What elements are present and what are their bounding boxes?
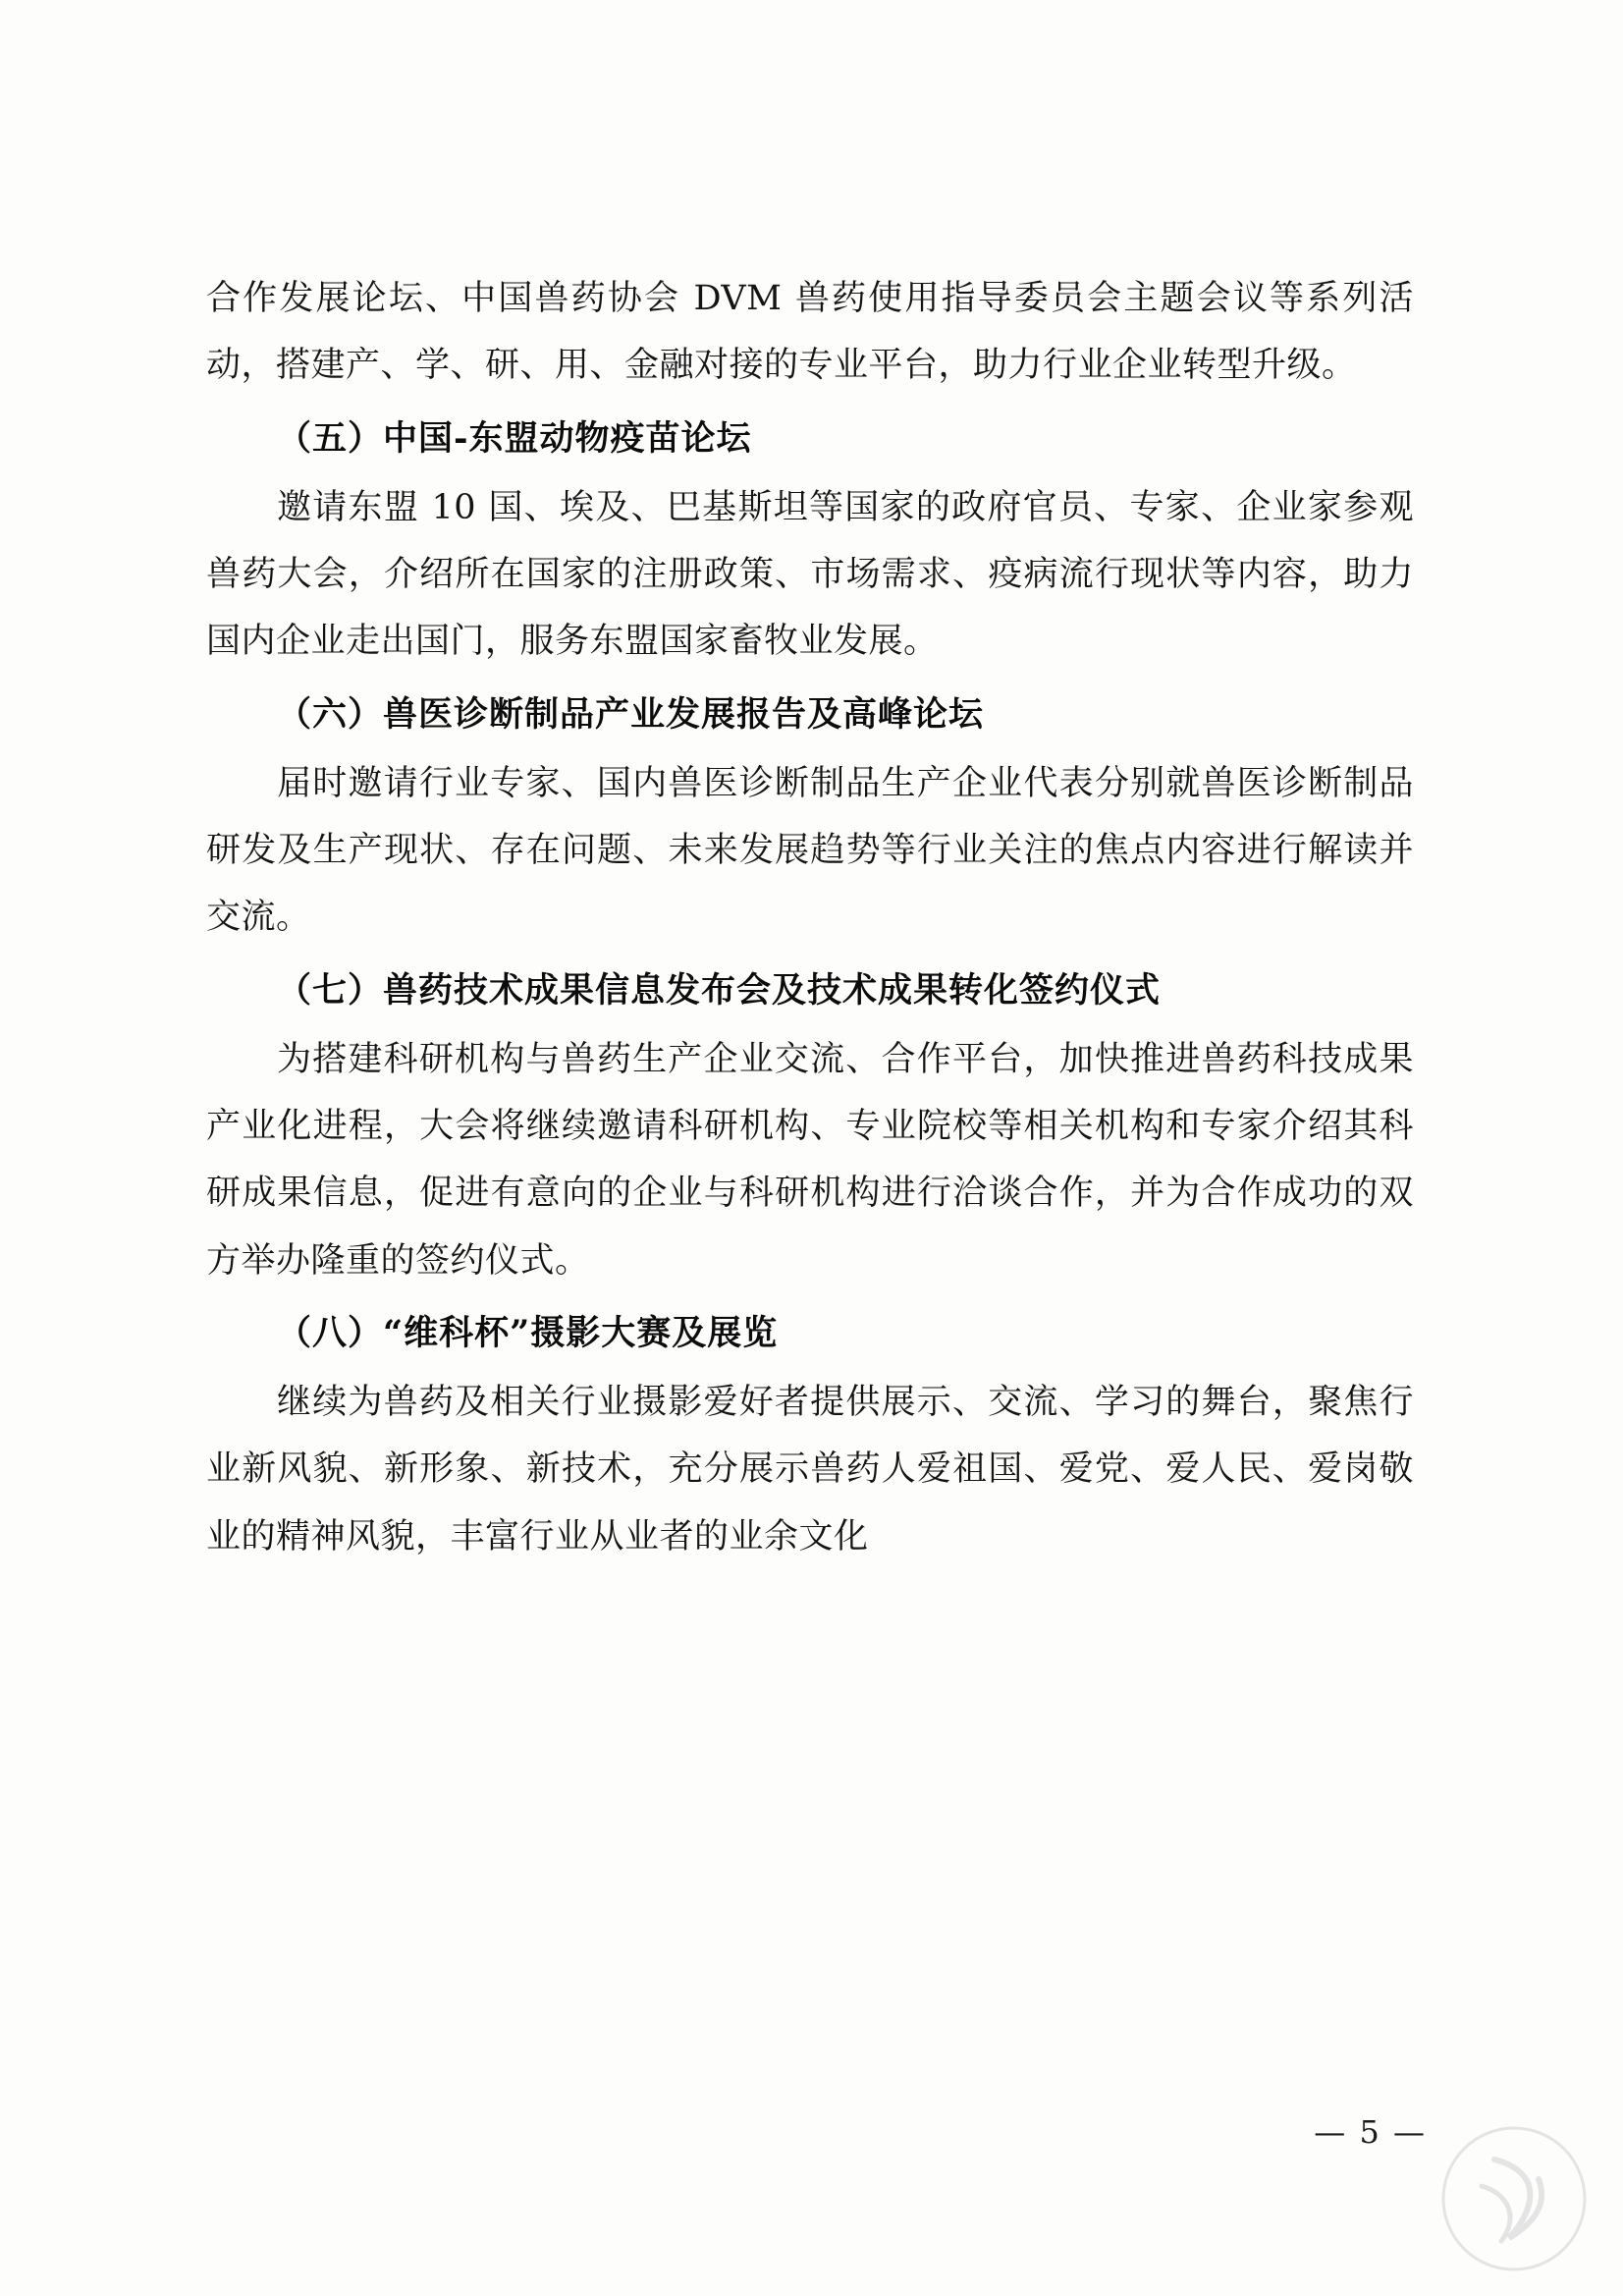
paragraph: 合作发展论坛、中国兽药协会 DVM 兽药使用指导委员会主题会议等系列活动，搭建产、学、研、用、金融对接的专业平台，助力行业企业转型升级。 bbox=[206, 279, 1414, 386]
section-heading: （八）“维科杯”摄影大赛及展览 bbox=[277, 1312, 779, 1353]
paragraph: 继续为兽药及相关行业摄影爱好者提供展示、交流、学习的舞台，聚焦行业新风貌、新形象、新技术，充分展示兽药人爱祖国、爱党、爱人民、爱岗敬业的精神风貌，丰富行业从业者的业余文化 bbox=[206, 1383, 1414, 1557]
paragraph: 届时邀请行业专家、国内兽医诊断制品生产企业代表分别就兽医诊断制品研发及生产现状、存在问题、未来发展趋势等行业关注的焦点内容进行解读并交流。 bbox=[206, 763, 1414, 938]
section-heading: （五）中国-东盟动物疫苗论坛 bbox=[277, 417, 752, 459]
section-heading: （七）兽药技术成果信息发布会及技术成果转化签约仪式 bbox=[277, 969, 1162, 1011]
paragraph: 为搭建科研机构与兽药生产企业交流、合作平台，加快推进兽药科技成果产业化进程，大会将继续邀请科研机构、专业院校等相关机构和专家介绍其科研成果信息，促进有意向的企业与科研机构进行洽谈合作，并为合作成功的双方举办隆重的签约仪式。 bbox=[206, 1039, 1414, 1281]
paragraph: 邀请东盟 10 国、埃及、巴基斯坦等国家的政府官员、专家、企业家参观兽药大会，介绍所在国家的注册政策、市场需求、疫病流行现状等内容，助力国内企业走出国门，服务东盟国家畜牧业发展。 bbox=[206, 487, 1414, 662]
page-number: — 5 — bbox=[1314, 2113, 1427, 2151]
seal-watermark-icon bbox=[1440, 2125, 1588, 2272]
document-body bbox=[206, 265, 1414, 1570]
section-heading: （六）兽医诊断制品产业发展报告及高峰论坛 bbox=[277, 693, 985, 735]
